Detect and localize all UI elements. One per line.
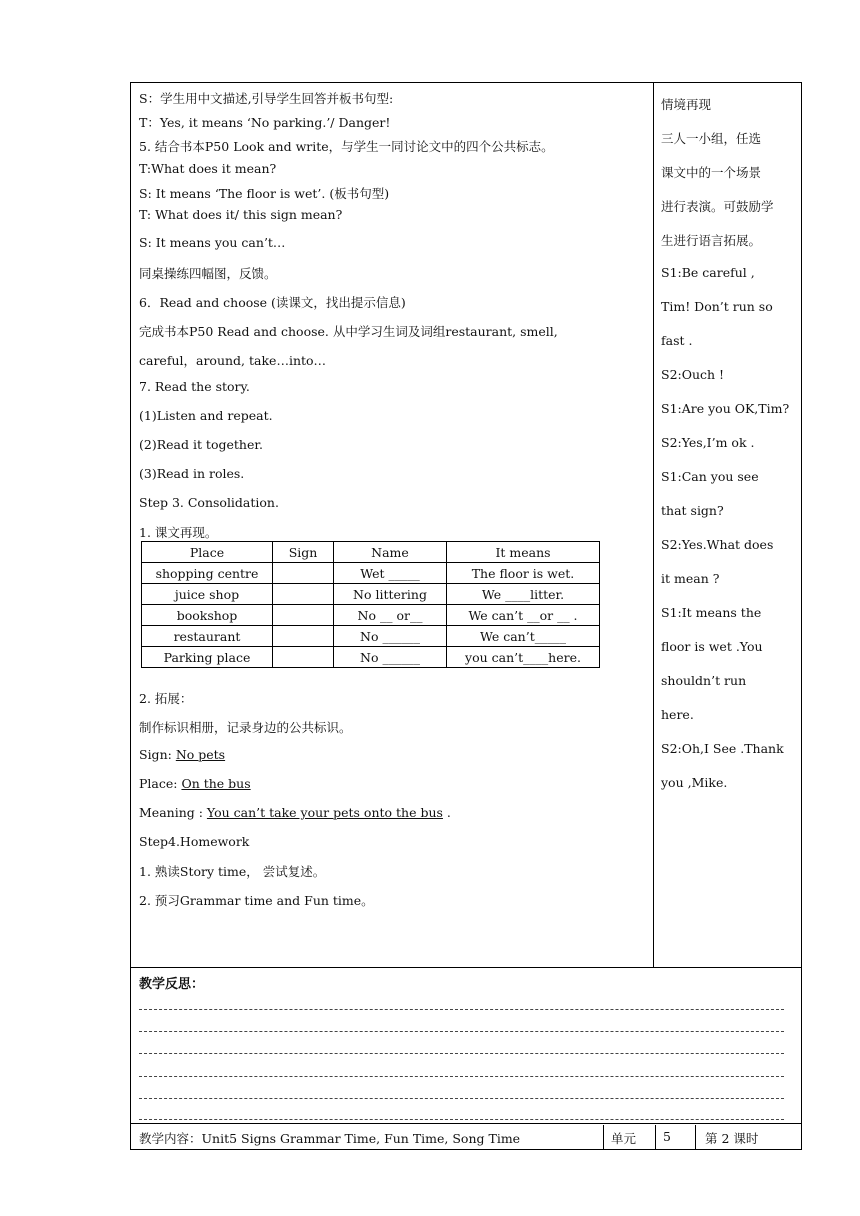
- table-row: [142, 584, 600, 605]
- table-cell: No ______: [334, 626, 447, 647]
- footer-content: 教学内容：Unit5 Signs Grammar Time, Fun Time, Song Time: [139, 1131, 521, 1146]
- main-line: 完成书本P50 Read and choose. 从中学习生词及词组restaurant, smell,: [139, 324, 558, 339]
- homework-title: Step4.Homework: [139, 834, 250, 849]
- side-line: 三人一小组，任选: [661, 131, 762, 146]
- side-line: Tim! Don’t run so: [661, 299, 773, 314]
- side-line: S2:Oh,I See .Thank: [661, 741, 784, 756]
- review-table: [141, 541, 600, 668]
- writing-line: [139, 1076, 784, 1077]
- footer-separator: [655, 1125, 656, 1149]
- main-line: (3)Read in roles.: [139, 466, 245, 481]
- main-line: S: It means you can’t…: [139, 235, 286, 250]
- lesson-plan-frame: [130, 82, 802, 1150]
- table-cell: shopping centre: [142, 563, 273, 584]
- reflection-divider: [131, 967, 801, 968]
- table-cell: Wet _____: [334, 563, 447, 584]
- side-line: fast .: [661, 333, 693, 348]
- main-line: S：学生用中文描述,引导学生回答并板书句型:: [139, 91, 394, 106]
- sign-label: Sign:: [139, 747, 176, 762]
- table-header-cell: Place: [142, 542, 273, 563]
- table-header-row: [142, 542, 600, 563]
- table-row: [142, 563, 600, 584]
- writing-line: [139, 1031, 784, 1032]
- main-line: Step 3. Consolidation.: [139, 495, 279, 510]
- side-line: that sign?: [661, 503, 724, 518]
- table-row: [142, 626, 600, 647]
- side-line: S2:Yes,I’m ok .: [661, 435, 755, 450]
- side-line: S1:Are you OK,Tim?: [661, 401, 790, 416]
- side-line: S1:Can you see: [661, 469, 759, 484]
- side-line: 生进行语言拓展。: [661, 233, 762, 248]
- table-cell: We can’t __or __ .: [447, 605, 600, 626]
- table-cell: We can’t_____: [447, 626, 600, 647]
- table-cell: [273, 647, 334, 668]
- place-value: On the bus: [181, 776, 251, 791]
- table-cell: No __ or__: [334, 605, 447, 626]
- footer-unit-value: 5: [663, 1129, 671, 1144]
- column-divider: [653, 83, 654, 967]
- side-line: it mean ?: [661, 571, 720, 586]
- table-row: [142, 647, 600, 668]
- table-cell: [273, 605, 334, 626]
- side-line: here.: [661, 707, 694, 722]
- place-label: Place:: [139, 776, 182, 791]
- sign-value: No pets: [175, 747, 226, 762]
- main-line: 6．Read and choose (读课文，找出提示信息): [139, 295, 406, 310]
- meaning-label: Meaning :: [139, 805, 207, 820]
- side-line: S2:Ouch !: [661, 367, 725, 382]
- meaning-end: .: [442, 805, 451, 820]
- table-cell: you can’t____here.: [447, 647, 600, 668]
- footer-separator: [603, 1125, 604, 1149]
- side-line: 课文中的一个场景: [661, 165, 762, 180]
- writing-line: [139, 1053, 784, 1054]
- side-line: floor is wet .You: [661, 639, 763, 654]
- footer-separator: [695, 1125, 696, 1149]
- meaning-line: [139, 805, 451, 820]
- table-header-cell: It means: [447, 542, 600, 563]
- table-cell: juice shop: [142, 584, 273, 605]
- main-line: (1)Listen and repeat.: [139, 408, 273, 423]
- table-cell: No ______: [334, 647, 447, 668]
- side-line: shouldn’t run: [661, 673, 747, 688]
- extension-title: 2. 拓展：: [139, 691, 193, 706]
- side-line: you ,Mike.: [661, 775, 728, 790]
- meaning-value: You can’t take your pets onto the bus: [206, 805, 443, 820]
- footer-unit-label: 单元: [611, 1131, 637, 1146]
- writing-line: [139, 1119, 784, 1120]
- table-cell: The floor is wet.: [447, 563, 600, 584]
- side-line: S1:It means the: [661, 605, 762, 620]
- table-cell: [273, 563, 334, 584]
- table-cell: bookshop: [142, 605, 273, 626]
- table-cell: Parking place: [142, 647, 273, 668]
- footer-row: [131, 1125, 801, 1149]
- main-line: T：Yes, it means ‘No parking.’/ Danger!: [139, 115, 391, 130]
- main-line: 1. 课文再现。: [139, 525, 218, 540]
- side-line: 进行表演。可鼓励学: [661, 199, 774, 214]
- homework-item: 2. 预习Grammar time and Fun time。: [139, 893, 374, 908]
- table-cell: restaurant: [142, 626, 273, 647]
- main-line: 同桌操练四幅图，反馈。: [139, 266, 277, 281]
- extension-description: 制作标识相册，记录身边的公共标识。: [139, 720, 352, 735]
- table-row: [142, 605, 600, 626]
- table-cell: [273, 584, 334, 605]
- homework-item: 1. 熟读Story time， 尝试复述。: [139, 864, 326, 879]
- main-line: 7. Read the story.: [139, 379, 250, 394]
- table-cell: [273, 626, 334, 647]
- place-line: [139, 776, 251, 791]
- footer-divider: [131, 1123, 801, 1124]
- main-line: S: It means ‘The floor is wet’. (板书句型): [139, 186, 390, 201]
- main-line: T:What does it mean?: [139, 161, 277, 176]
- table-header-cell: Name: [334, 542, 447, 563]
- table-header-cell: Sign: [273, 542, 334, 563]
- table-cell: No littering: [334, 584, 447, 605]
- main-line: (2)Read it together.: [139, 437, 263, 452]
- side-line: S2:Yes.What does: [661, 537, 774, 552]
- writing-line: [139, 1098, 784, 1099]
- main-line: careful，around, take…into…: [139, 353, 327, 368]
- table-cell: We ____litter.: [447, 584, 600, 605]
- main-line: 5. 结合书本P50 Look and write，与学生一同讨论文中的四个公共标志。: [139, 139, 554, 154]
- sign-line: [139, 747, 225, 762]
- reflection-title: 教学反思：: [139, 977, 205, 992]
- footer-lesson: 第 2 课时: [705, 1131, 759, 1146]
- writing-line: [139, 1009, 784, 1010]
- side-line: 情境再现: [661, 97, 712, 112]
- side-line: S1:Be careful ,: [661, 265, 755, 280]
- main-line: T: What does it/ this sign mean?: [139, 207, 343, 222]
